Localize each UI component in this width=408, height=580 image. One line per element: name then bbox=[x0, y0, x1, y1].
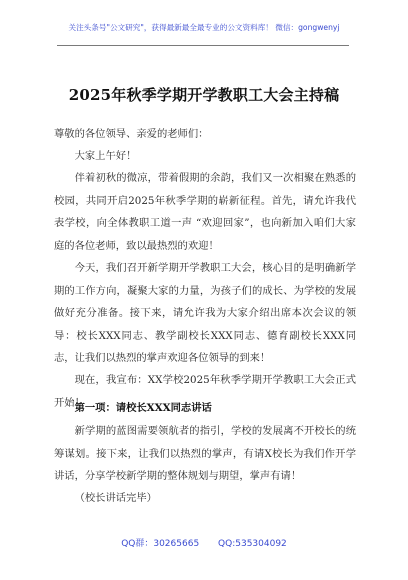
section-heading: 第一项：请校长XXX同志讲话 bbox=[74, 402, 212, 414]
paragraph-introduction: 今天，我们召开新学期开学教职工大会，核心目的是明确新学期的工作方向，凝聚大家的力量，为孩子们的成长、为学校的发展做好充分准备。接下来，请允许我为大家介绍出席本次会议的领导：校长XXX同志、教学副校长XXX同志、德育副校长XXX同志，让我们以热烈的掌声欢迎各位领导的到来！ bbox=[54, 262, 356, 364]
paragraph-opening: 现在，我宣布：XX学校2025年秋季学期开学教职工大会正式开始！ bbox=[54, 374, 356, 409]
header-banner: 关注头条号"公文研究"，获得最新最全最专业的公文资料库！ 微信：gongwenyj bbox=[68, 23, 340, 32]
footer-contact bbox=[0, 536, 408, 549]
footer-qq-group[interactable]: QQ群：30265665 bbox=[121, 539, 200, 549]
paragraph-welcome: 伴着初秋的微凉，带着假期的余韵，我们又一次相聚在熟悉的校园，共同开启2025年秋季学期的崭新征程。首先，请允许我代表学校，向全体教职工道一声 “欢迎回家”，也向新加入咱们大家庭的各位老师，致以最热烈的欢迎！ bbox=[54, 172, 356, 252]
paragraph-greeting: 大家上午好！ bbox=[74, 150, 137, 162]
footer-qq-number[interactable]: QQ:535304092 bbox=[218, 539, 287, 549]
paragraph-speech-end: （校长讲话完毕） bbox=[74, 492, 157, 504]
document-title: 2025年秋季学期开学教职工大会主持稿 bbox=[68, 86, 340, 104]
header-divider bbox=[57, 45, 349, 46]
paragraph-principal-speech: 新学期的蓝图需要领航者的指引，学校的发展离不开校长的统筹谋划。接下来，让我们以热烈的掌声，有请X校长为我们作开学讲话，分享学校新学期的整体规划与期望，掌声有请！ bbox=[54, 425, 356, 482]
salutation: 尊敬的各位领导、亲爱的老师们： bbox=[54, 128, 209, 140]
